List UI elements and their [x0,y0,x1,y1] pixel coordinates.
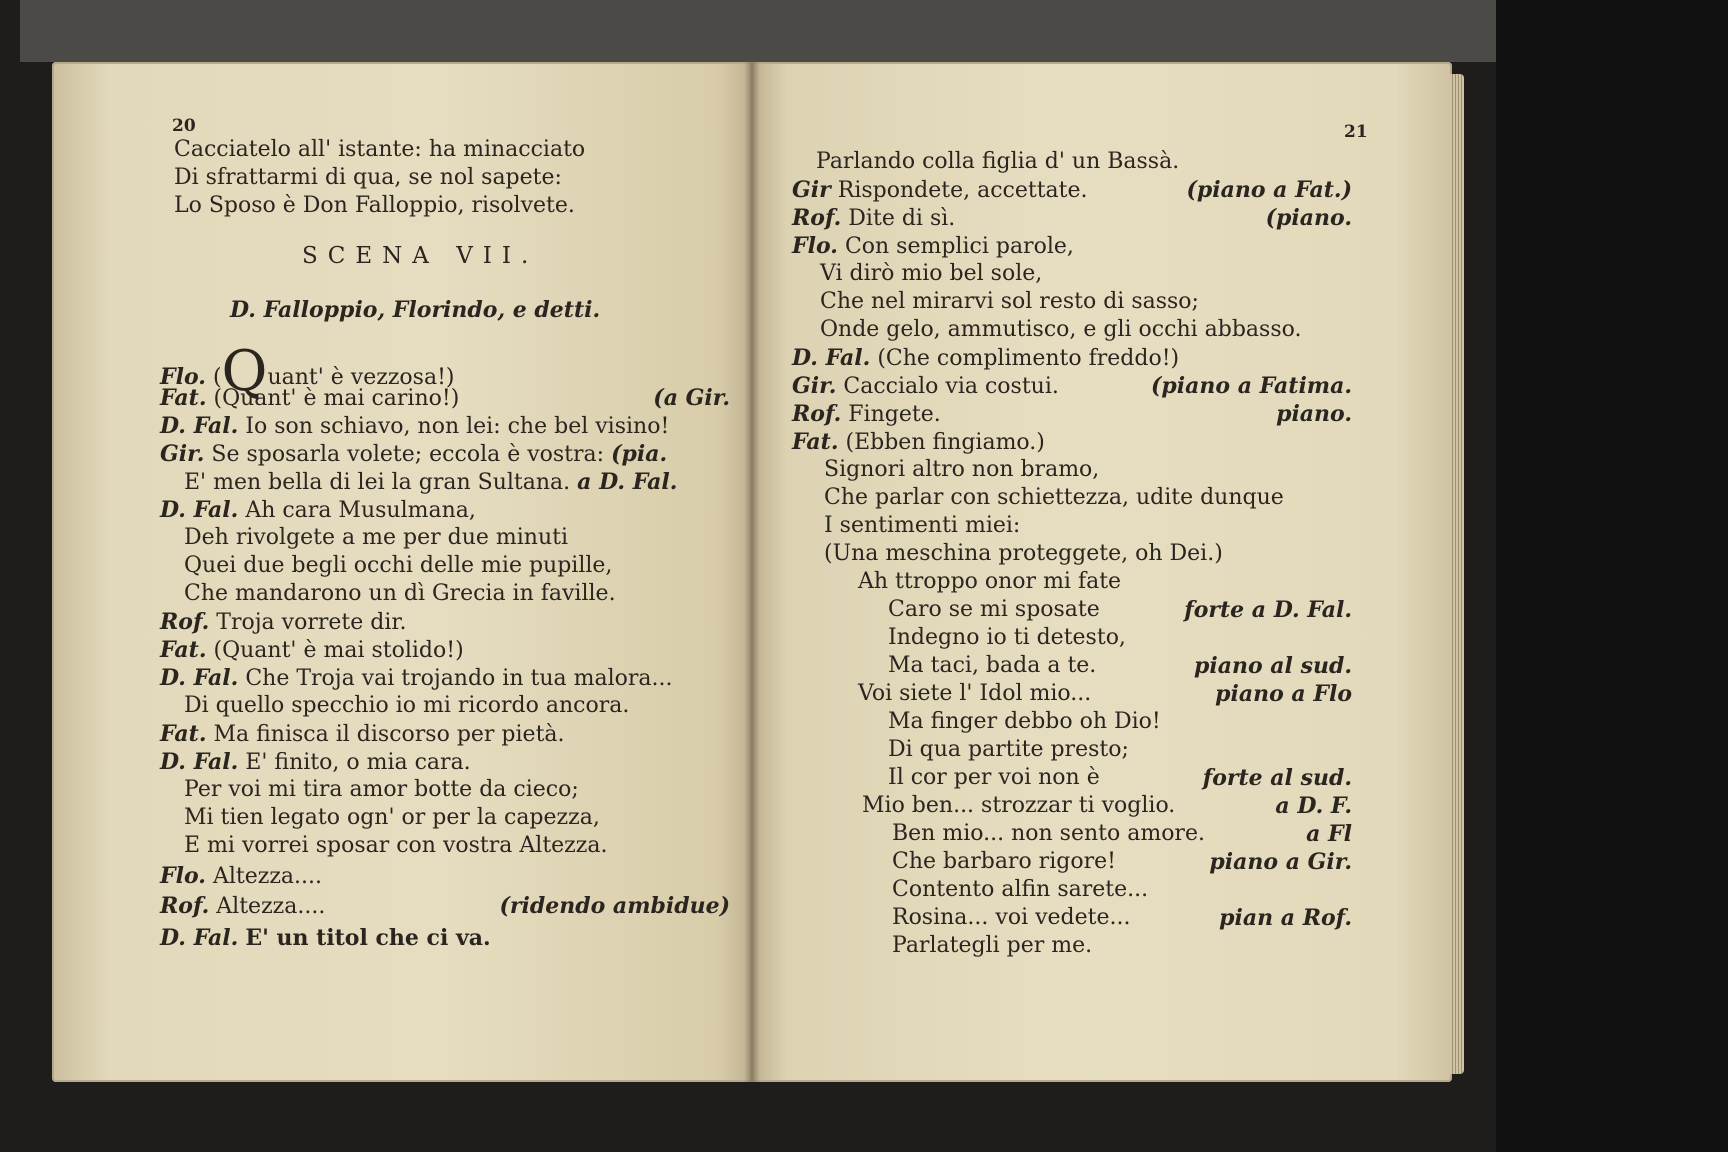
verse-line: (Una meschina proteggete, oh Dei.) [824,541,1223,566]
stage-direction: piano. [1276,401,1352,427]
stage-direction: a D. Fal. [577,469,678,495]
dialogue-line [858,680,1352,708]
verse-line: Onde gelo, ammutisco, e gli occhi abbasso. [820,317,1302,342]
speaker: Gir [792,177,831,203]
stage-direction: (a Gir. [653,385,730,411]
line-text: Il cor per voi non è [888,765,1100,790]
verse-line: Quei due begli occhi delle mie pupille, [184,553,613,578]
stage-direction: (piano a Fatima. [1150,373,1352,399]
line-text: Caro se mi sposate [888,597,1100,622]
line-text: uant' è vezzosa!) [267,365,455,390]
dialogue-line [888,764,1352,792]
line-text: (Quant' è mai carino!) [213,386,460,411]
scene-title: SCENA VII. [302,243,539,269]
line-text: Parlando colla figlia d' un Bassà. [816,149,1180,174]
dialogue-line [160,384,730,413]
dialogue-line [160,664,673,693]
verse-line: E mi vorrei sposar con vostra Altezza. [184,833,608,858]
dialogue-line [888,652,1352,680]
verse-line: Mi tien legato ogn' or per la capezza, [184,805,600,830]
stage-direction: (ridendo ambidue) [499,893,730,919]
speaker: D. Fal. [160,925,239,951]
stage-direction: (piano. [1265,205,1352,231]
speaker: Gir. [792,373,837,399]
verse-line: Che parlar con schiettezza, udite dunque [824,485,1284,510]
stage-direction: piano al sud. [1193,653,1352,679]
dialogue-line [160,412,669,441]
speaker: Rof. [160,893,210,919]
line-text: Che barbaro rigore! [892,849,1116,874]
dialogue-line [862,792,1352,820]
line-text: E' un titol che ci va. [245,925,491,951]
stage-direction: pian a Rof. [1219,905,1352,931]
speaker: D. Fal. [160,413,239,439]
stage-direction: (pia. [611,441,668,467]
speaker: D. Fal. [160,665,239,691]
line-text: Ma taci, bada a te. [888,653,1097,678]
line-text: Troja vorrete dir. [216,610,407,635]
speaker: Flo. [160,364,206,390]
line-text: Altezza.... [216,894,326,919]
scene-characters: D. Falloppio, Florindo, e detti. [230,297,601,323]
line-text: Ah cara Musulmana, [245,498,476,523]
dialogue-line [792,372,1352,401]
speaker: Rof. [792,401,842,427]
line-text: Dite di sì. [848,206,956,231]
dialogue-line [816,148,1179,176]
line-text: (Quant' è mai stolido!) [213,638,464,663]
drop-cap: Q [221,339,268,404]
stage-direction: forte al sud. [1202,765,1352,791]
stage-direction: (piano a Fat.) [1186,177,1352,203]
line-text: Che Troja vai trojando in tua malora... [245,666,673,691]
black-background [1496,0,1728,1152]
stage-direction: a D. F. [1275,793,1352,819]
verse-line: Che nel mirarvi sol resto di sasso; [820,289,1199,314]
verse-line: Ah ttroppo onor mi fate [858,569,1122,594]
dialogue-line [184,468,677,497]
speaker: Flo. [792,233,838,259]
paren: ( [212,365,222,390]
speaker: Flo. [160,863,206,889]
line-text: Ben mio... non sento amore. [892,821,1205,846]
line-text: Rispondete, accettate. [837,178,1088,203]
dialogue-line [160,636,464,665]
speaker: Gir. [160,441,205,467]
left-page [52,62,752,1082]
dialogue-line [792,428,1045,457]
dialogue-line [160,748,471,777]
line-text: Ma finisca il discorso per pietà. [213,722,565,747]
dialogue-line [792,176,1352,205]
dialogue-line [160,892,730,921]
verse-line: Che mandarono un dì Grecia in faville. [184,581,616,606]
stage-direction: piano a Flo [1215,681,1352,707]
speaker: D. Fal. [160,749,239,775]
line-text: (Che complimento freddo!) [877,346,1180,371]
dialogue-line [892,848,1352,876]
speaker: Rof. [792,205,842,231]
verse-line: Di sfrattarmi di qua, se nol sapete: [174,165,562,190]
dialogue-line [888,596,1352,624]
dialogue-line [792,232,1074,261]
verse-line: Di qua partite presto; [888,737,1129,762]
dialogue-line [160,440,667,469]
verse-line: Deh rivolgete a me per due minuti [184,525,569,550]
line-text: Fingete. [848,402,941,427]
line-text: Con semplici parole, [844,234,1074,259]
line-text: Caccialo via costui. [843,374,1059,399]
verse-line: Lo Sposo è Don Falloppio, risolvete. [174,193,575,218]
dialogue-line [160,608,406,637]
dialogue-line [792,344,1179,373]
line-text: Rosina... voi vedete... [892,905,1131,930]
dialogue-line [160,720,565,749]
page-edges [1450,74,1464,1074]
open-book [52,62,1452,1092]
page-number: 20 [172,116,196,136]
verse-line: Vi dirò mio bel sole, [820,261,1043,286]
line-text: Mio ben... strozzar ti voglio. [862,793,1176,818]
verse-line: Indegno io ti detesto, [888,625,1126,650]
verse-line: Parlategli per me. [892,933,1093,958]
verse-line: Cacciatelo all' istante: ha minacciato [174,137,586,162]
line-text: Se sposarla volete; eccola è vostra: [211,442,605,467]
line-text: Io son schiavo, non lei: che bel visino! [245,414,670,439]
line-text: Voi siete l' Idol mio... [858,681,1092,706]
line-text: E' finito, o mia cara. [245,750,471,775]
dialogue-line [892,820,1352,848]
verse-line: Signori altro non bramo, [824,457,1100,482]
dialogue-line [160,862,322,891]
verse-line: Di quello specchio io mi ricordo ancora. [184,693,630,718]
stage-direction: forte a D. Fal. [1184,597,1352,623]
line-text: E' men bella di lei la gran Sultana. [184,470,571,495]
book-gutter [744,62,760,1082]
verse-line: I sentimenti miei: [824,513,1021,538]
right-page [752,62,1452,1082]
dialogue-line [160,924,491,953]
dialogue-line [792,400,1352,429]
line-text: Altezza.... [212,864,322,889]
stage-direction: piano a Gir. [1209,849,1352,875]
verse-line: Ma finger debbo oh Dio! [888,709,1161,734]
dialogue-line [160,496,476,525]
speaker: Fat. [160,637,207,663]
stage-direction: a Fl [1306,821,1352,847]
dialogue-line [792,204,1352,233]
speaker: Fat. [792,429,839,455]
speaker: Fat. [160,721,207,747]
speaker: D. Fal. [160,497,239,523]
speaker: Fat. [160,385,207,411]
line-text: (Ebben fingiamo.) [845,430,1045,455]
dialogue-line [892,904,1352,932]
speaker: D. Fal. [792,345,871,371]
page-number: 21 [1344,122,1368,142]
verse-line: Per voi mi tira amor botte da cieco; [184,777,579,802]
dark-backboard [20,0,1496,62]
verse-line: Contento alfin sarete... [892,877,1149,902]
speaker: Rof. [160,609,210,635]
